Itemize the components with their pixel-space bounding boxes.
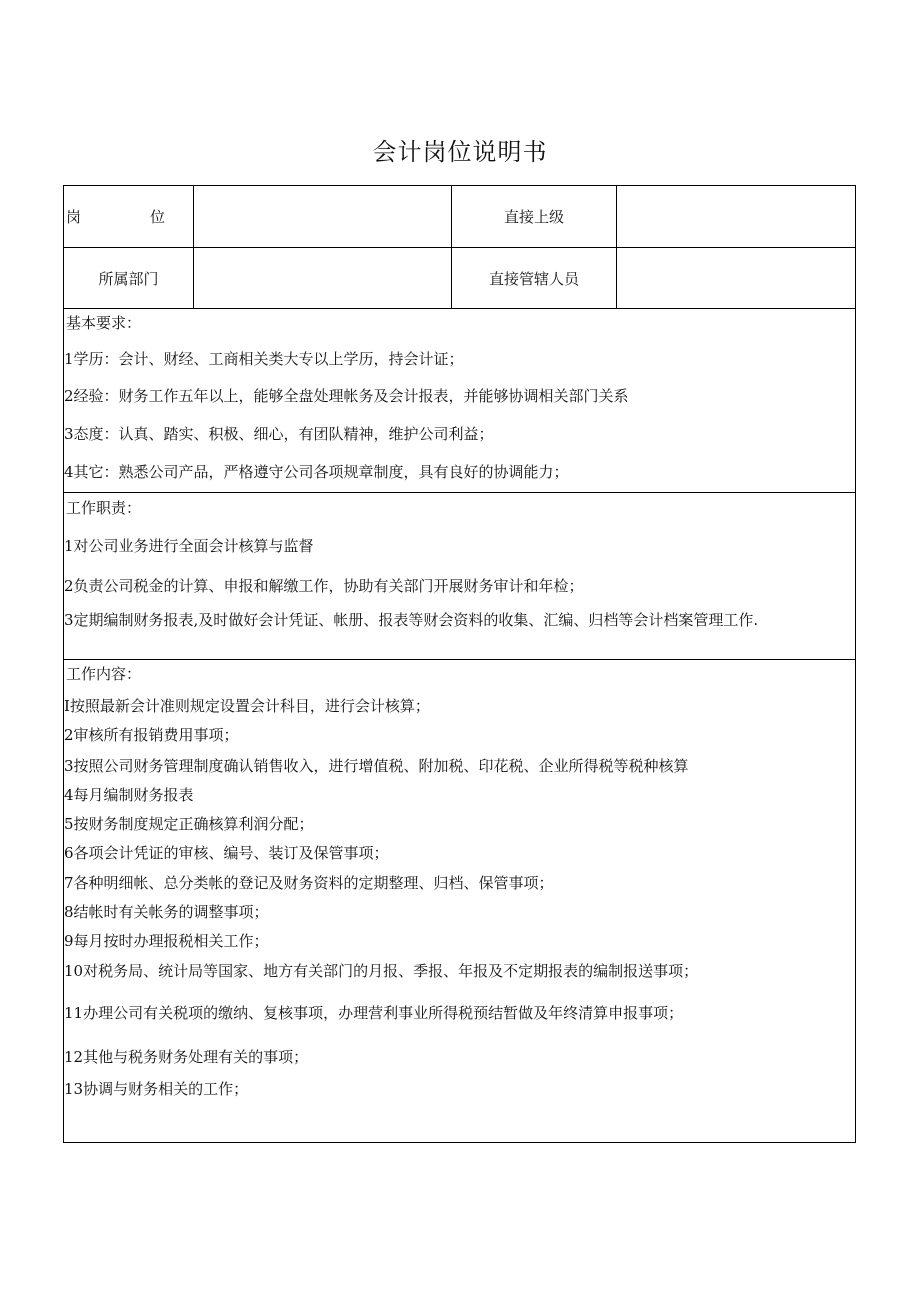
content-item: 13协调与财务相关的工作； (64, 1080, 249, 1098)
content-item: 11办理公司有关税项的缴纳、复核事项，办理营利事业所得税预结暂做及年终清算申报事项； (64, 1004, 684, 1022)
requirement-item: 2经验：财务工作五年以上，能够全盘处理帐务及会计报表，并能够协调相关部门关系 (64, 387, 629, 405)
header-row-2 (64, 248, 855, 309)
dept-label-cell (64, 248, 194, 308)
post-value-cell[interactable] (194, 186, 452, 247)
page-title: 会计岗位说明书 (372, 138, 548, 166)
superior-label-cell (452, 186, 617, 247)
content-section (64, 660, 855, 1142)
content-item: 2审核所有报销费用事项； (64, 726, 239, 744)
duties-section (64, 493, 855, 660)
subordinate-label: 直接管辖人员 (488, 269, 579, 288)
content-item: I按照最新会计准则规定设置会计科目，进行会计核算； (64, 697, 430, 715)
post-label (64, 206, 193, 227)
dept-value-cell[interactable] (194, 248, 452, 308)
post-label-char-2: 位 (149, 208, 165, 226)
subordinate-value-cell[interactable] (617, 248, 855, 308)
superior-label: 直接上级 (503, 208, 564, 226)
content-item: 5按财务制度规定正确核算利润分配； (64, 815, 314, 833)
post-label-char-1: 岗 (66, 208, 82, 226)
requirements-section (64, 309, 855, 493)
subordinate-label-cell (452, 248, 617, 308)
content-item: 7各种明细帐、总分类帐的登记及财务资料的定期整理、归档、保管事项； (64, 874, 554, 892)
content-item: 8结帐时有关帐务的调整事项； (64, 903, 269, 921)
post-label-cell (64, 186, 194, 247)
duties-heading: 工作职责： (66, 499, 142, 517)
content-item: 9每月按时办理报税相关工作； (64, 932, 269, 950)
content-item: 4每月编制财务报表 (64, 786, 194, 804)
content-item: 6各项会计凭证的审核、编号、装订及保管事项； (64, 844, 389, 862)
requirements-heading: 基本要求： (66, 314, 142, 332)
duty-item: 2负责公司税金的计算、申报和解缴工作，协助有关部门开展财务审计和年检； (64, 577, 584, 595)
superior-value-cell[interactable] (617, 186, 855, 247)
content-item: 3按照公司财务管理制度确认销售收入，进行增值税、附加税、印花税、企业所得税等税种核算 (64, 757, 689, 775)
dept-label: 所属部门 (98, 269, 159, 288)
duty-item: 1对公司业务进行全面会计核算与监督 (64, 537, 314, 555)
content-item: 10对税务局、统计局等国家、地方有关部门的月报、季报、年报及不定期报表的编制报送事项； (64, 962, 699, 980)
requirement-item: 1学历：会计、财经、工商相关类大专以上学历，持会计证； (64, 350, 464, 368)
duty-item: 3定期编制财务报表,及时做好会计凭证、帐册、报表等财会资料的收集、汇编、归档等会计档案管理工作. (64, 611, 759, 629)
requirement-item: 3态度：认真、踏实、积极、细心，有团队精神，维护公司利益； (64, 425, 494, 443)
job-description-form (63, 185, 856, 1143)
content-heading: 工作内容： (66, 665, 142, 683)
header-row-1 (64, 186, 855, 248)
requirement-item: 4其它：熟悉公司产品，严格遵守公司各项规章制度，具有良好的协调能力； (64, 463, 569, 481)
content-item: 12其他与税务财务处理有关的事项； (64, 1048, 309, 1066)
